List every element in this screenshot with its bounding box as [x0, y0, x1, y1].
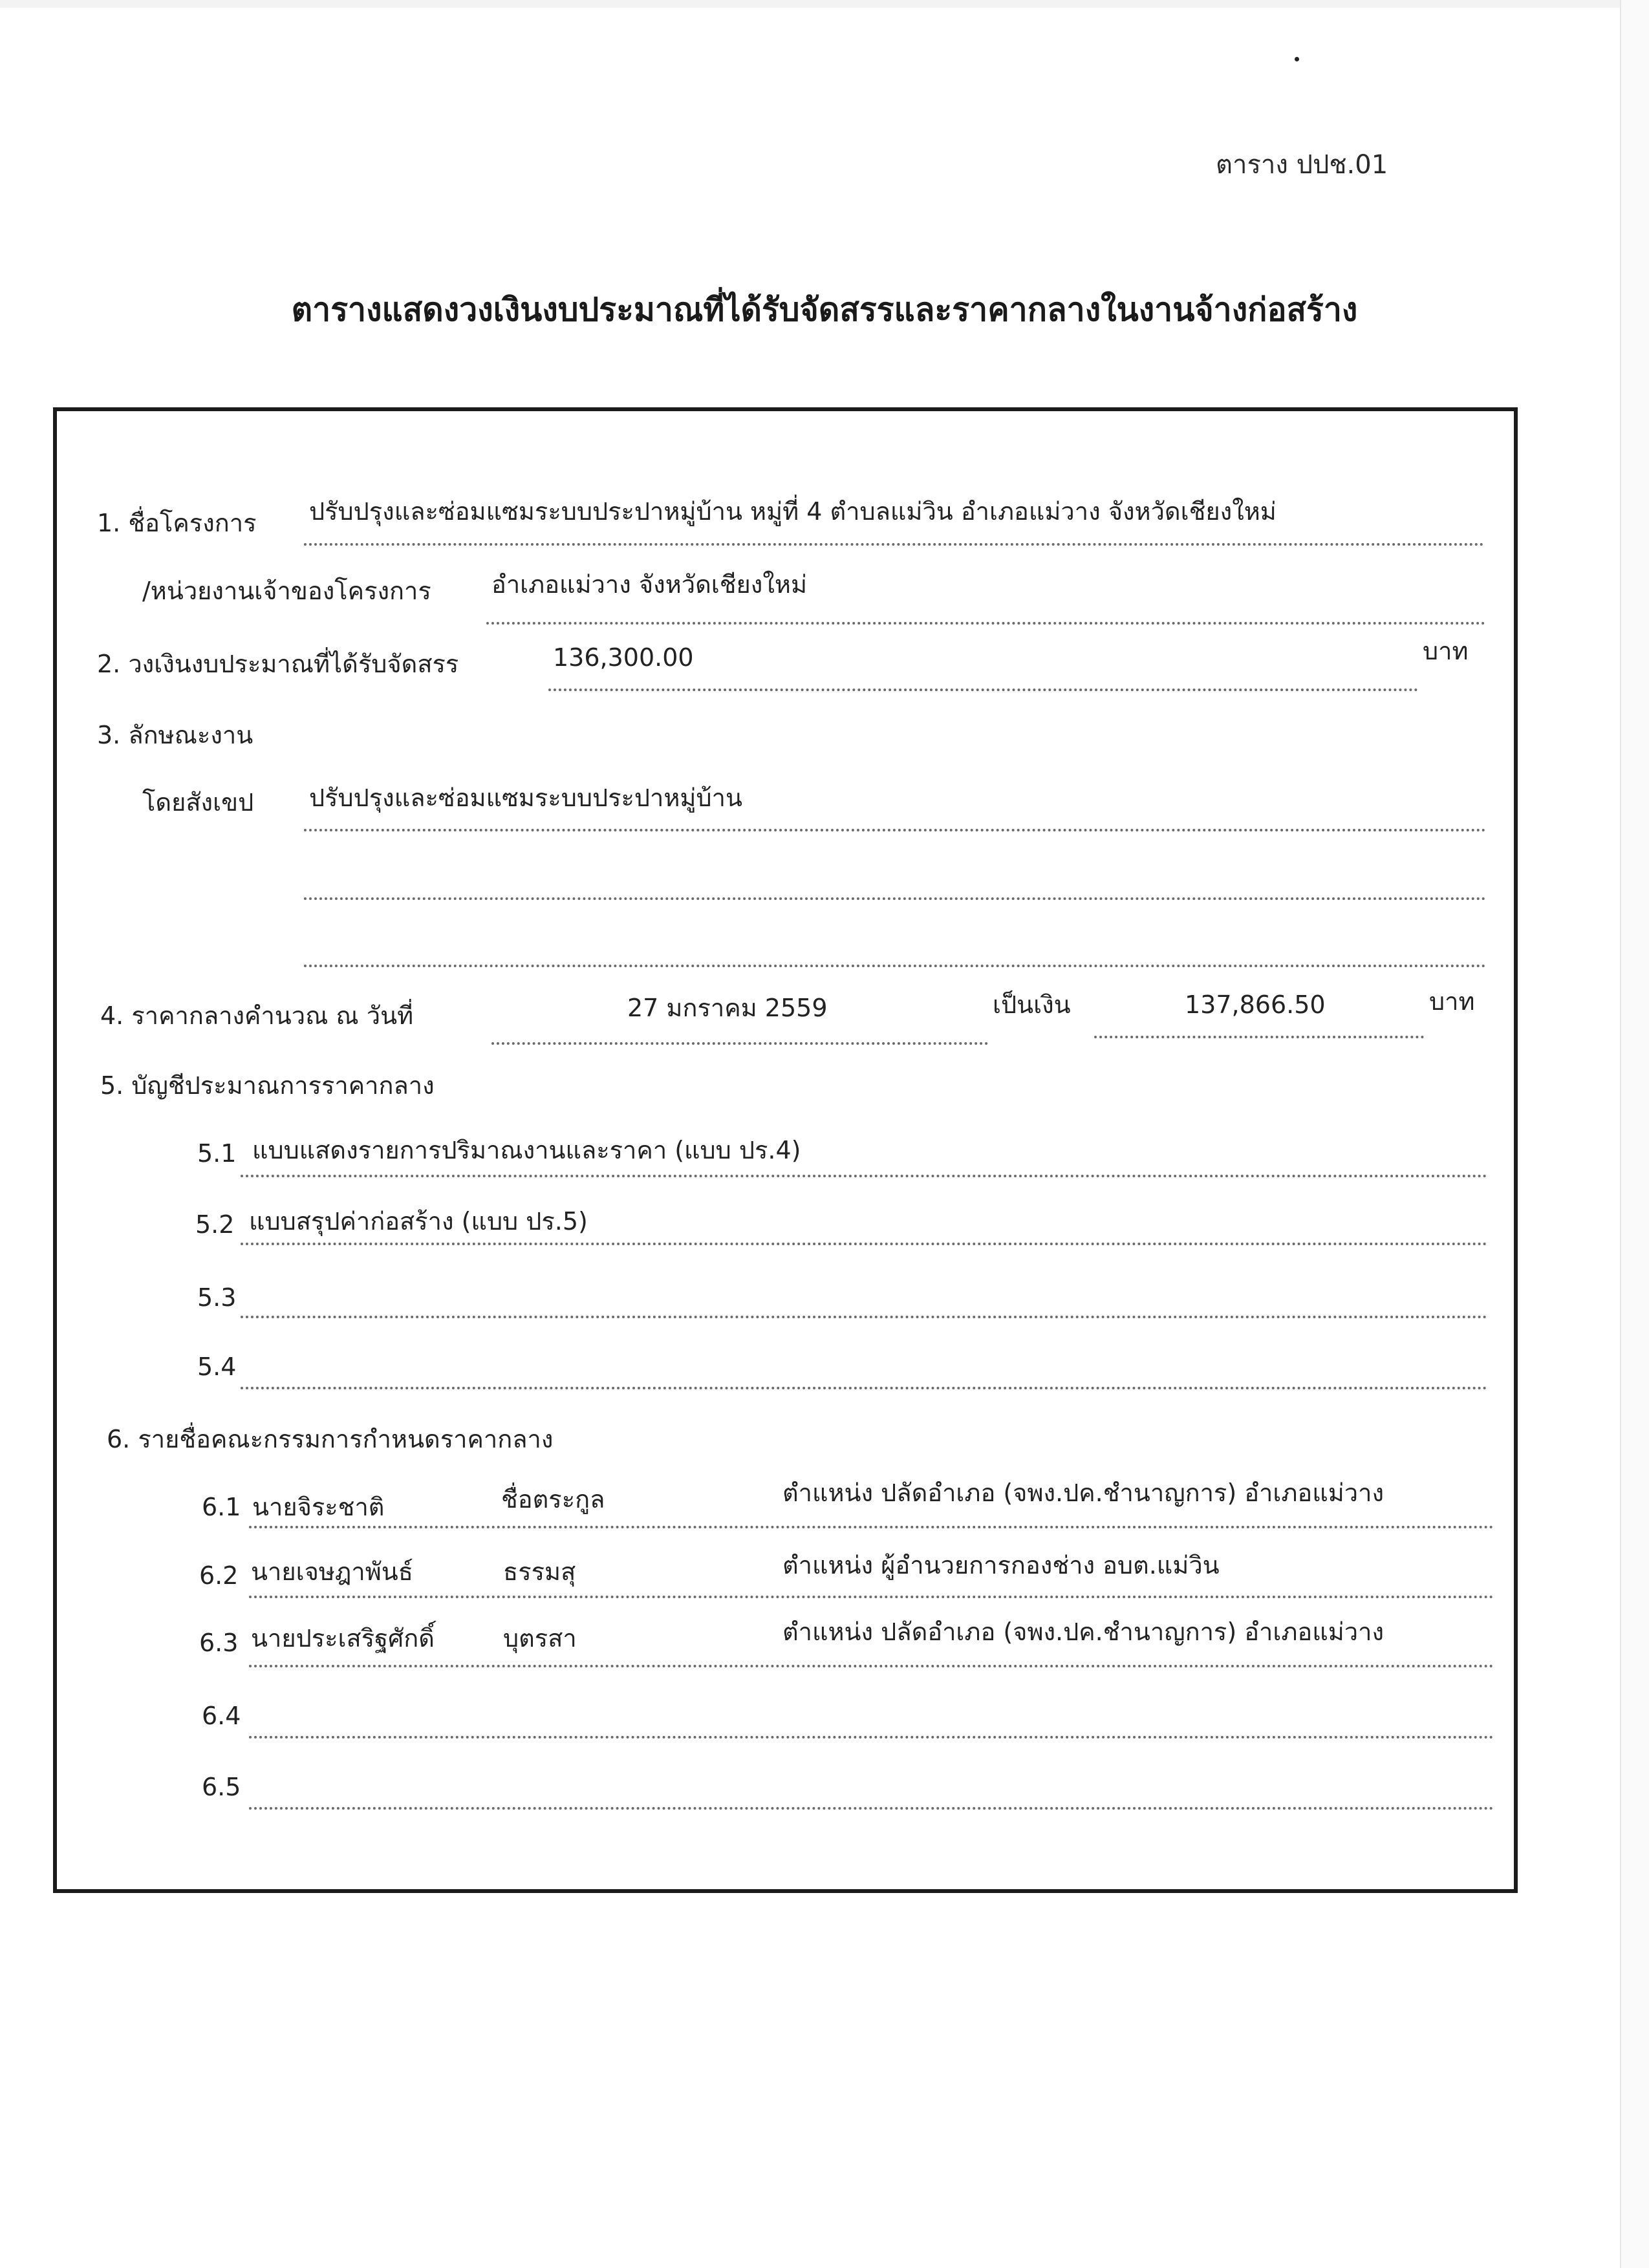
project-name-value: ปรับปรุงและซ่อมแซมระบบประปาหมู่บ้าน หมู่ที่ 4 ตำบลแม่วิน อำเภอแม่วาง จังหวัดเชียงใหม่: [309, 497, 1277, 526]
median-price-unit: บาท: [1429, 987, 1475, 1016]
project-owner-label: /หน่วยงานเจ้าของโครงการ: [142, 577, 431, 605]
committee-row-no: 6.1: [202, 1493, 241, 1521]
committee-member-position: ตำแหน่ง ปลัดอำเภอ (จพง.ปค.ชำนาญการ) อำเภอแม่วาง: [782, 1618, 1385, 1646]
work-summary-value: ปรับปรุงและซ่อมแซมระบบประปาหมู่บ้าน: [309, 784, 742, 812]
dotted-line: [241, 1243, 1487, 1245]
committee-member-surname: บุตรสา: [503, 1624, 577, 1653]
committee-label: 6. รายชื่อคณะกรรมการกำหนดราคากลาง: [107, 1425, 554, 1453]
committee-row-no: 6.3: [199, 1629, 239, 1657]
committee-member-surname: ธรรมสุ: [503, 1557, 576, 1586]
dotted-line: [241, 1175, 1487, 1177]
dotted-line: [249, 1526, 1494, 1528]
budget-unit: บาท: [1423, 637, 1469, 665]
committee-row-no: 6.4: [202, 1702, 241, 1730]
dotted-line: [249, 1596, 1494, 1598]
committee-member-position: ตำแหน่ง ปลัดอำเภอ (จพง.ปค.ชำนาญการ) อำเภอแม่วาง: [782, 1479, 1385, 1507]
scan-top-edge: [0, 0, 1649, 8]
project-owner-value: อำเภอแม่วาง จังหวัดเชียงใหม่: [491, 570, 808, 599]
form-code: ตาราง ปปช.01: [1216, 150, 1388, 180]
dotted-line: [304, 897, 1486, 900]
dotted-line: [548, 689, 1418, 691]
document-title: ตารางแสดงวงเงินงบประมาณที่ได้รับจัดสรรและราคากลางในงานจ้างก่อสร้าง: [291, 291, 1358, 328]
scan-right-edge: [1620, 0, 1649, 2268]
dotted-line: [304, 829, 1486, 831]
dotted-line: [491, 1042, 988, 1045]
median-price-date: 27 มกราคม 2559: [627, 994, 828, 1022]
committee-member-name: นายจิระชาติ: [252, 1493, 385, 1521]
dotted-line: [241, 1316, 1487, 1318]
median-price-label: 4. ราคากลางคำนวณ ณ วันที่: [100, 1001, 414, 1030]
work-nature-label: 3. ลักษณะงาน: [97, 721, 253, 749]
dotted-line: [249, 1665, 1494, 1667]
dotted-line: [249, 1736, 1494, 1738]
committee-member-name: นายประเสริฐศักดิ์: [251, 1624, 435, 1653]
project-name-label: 1. ชื่อโครงการ: [97, 509, 257, 537]
median-price-amount: 137,866.50: [1185, 990, 1326, 1019]
estimate-row-no: 5.3: [197, 1283, 237, 1312]
committee-member-surname: ชื่อตระกูล: [501, 1485, 605, 1514]
committee-member-position: ตำแหน่ง ผู้อำนวยการกองช่าง อบต.แม่วิน: [782, 1551, 1220, 1579]
estimate-row-no: 5.1: [197, 1139, 237, 1168]
price-estimate-label: 5. บัญชีประมาณการราคากลาง: [100, 1071, 435, 1100]
budget-label: 2. วงเงินงบประมาณที่ได้รับจัดสรร: [97, 650, 459, 678]
estimate-row-no: 5.4: [197, 1353, 237, 1381]
estimate-row-text: แบบแสดงรายการปริมาณงานและราคา (แบบ ปร.4): [252, 1136, 801, 1164]
dotted-line: [241, 1387, 1487, 1389]
dotted-line: [304, 543, 1484, 546]
dotted-line: [304, 965, 1486, 967]
dotted-line: [1094, 1036, 1424, 1038]
dotted-line: [486, 622, 1485, 625]
committee-row-no: 6.2: [199, 1561, 239, 1590]
estimate-row-no: 5.2: [195, 1210, 235, 1239]
committee-row-no: 6.5: [202, 1773, 241, 1801]
median-price-amount-label: เป็นเงิน: [993, 990, 1071, 1019]
dotted-line: [249, 1807, 1494, 1810]
work-summary-label: โดยสังเขป: [142, 788, 254, 817]
scan-speck: [1295, 57, 1299, 61]
estimate-row-text: แบบสรุปค่าก่อสร้าง (แบบ ปร.5): [249, 1207, 588, 1236]
budget-value: 136,300.00: [553, 643, 694, 672]
committee-member-name: นายเจษฎาพันธ์: [251, 1557, 413, 1586]
